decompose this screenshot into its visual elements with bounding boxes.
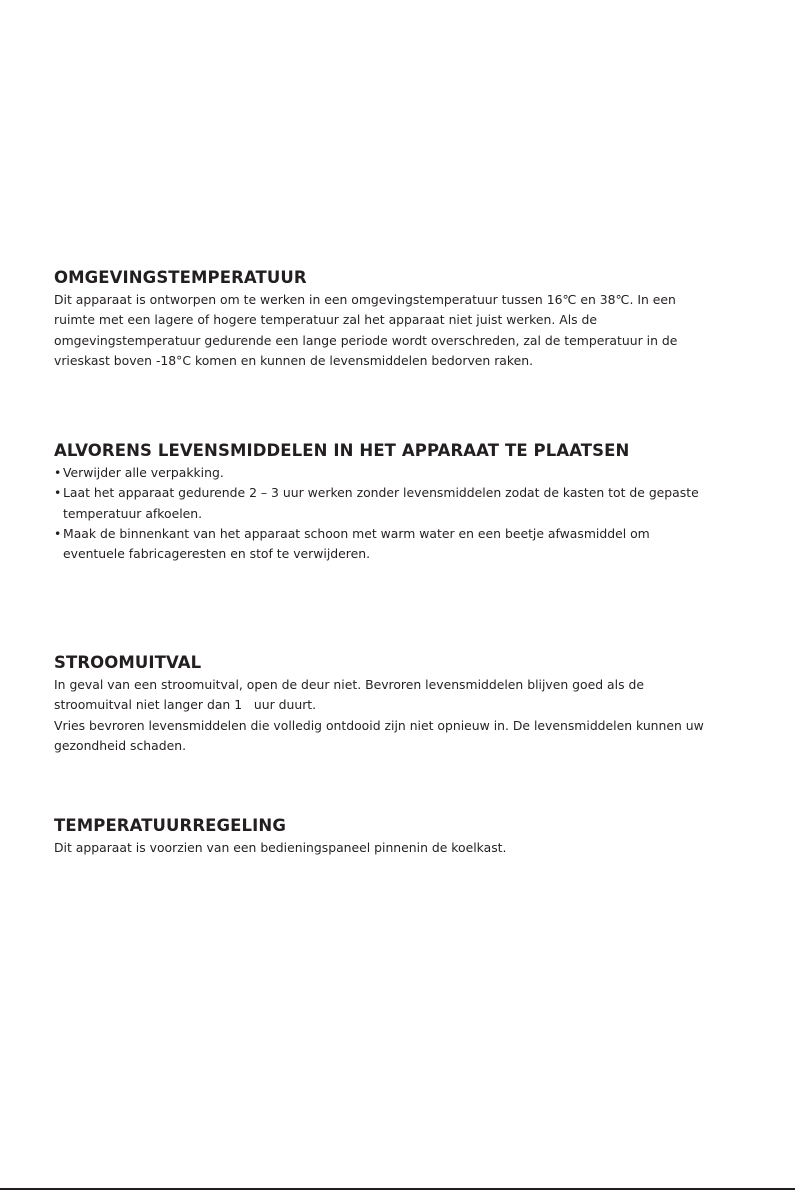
list-item — [54, 463, 744, 483]
bullet-text-line: Laat het apparaat gedurende 2 – 3 uur werken zonder levensmiddelen zodat de kasten tot de gepaste — [63, 485, 699, 501]
ambient-temperature-heading: OMGEVINGSTEMPERATUUR — [54, 268, 307, 287]
ambient-temperature-text — [54, 290, 744, 371]
power-failure-text — [54, 675, 744, 756]
bullet-text-line: Verwijder alle verpakking. — [63, 465, 224, 480]
list-item — [54, 524, 744, 565]
list-item — [54, 483, 744, 524]
power-failure-line-3: Vries bevroren levensmiddelen die volledig ontdooid zijn niet opnieuw in. De levensmiddelen kunnen uw — [54, 717, 704, 733]
page-bottom-divider — [0, 1188, 795, 1190]
before-loading-heading: ALVORENS LEVENSMIDDELEN IN HET APPARAAT TE PLAATSEN — [54, 441, 630, 460]
temperature-control-text — [54, 838, 744, 858]
bullet-icon: • — [54, 485, 62, 501]
bullet-icon: • — [54, 525, 62, 541]
bullet-text-continuation: temperatuur afkoelen. — [63, 505, 203, 521]
bullet-text-line: Maak de binnenkant van het apparaat schoon met warm water en een beetje afwasmiddel om — [63, 525, 650, 541]
ambient-line-2: ruimte met een lagere of hogere temperatuur zal het apparaat niet juist werken. Als de — [54, 312, 598, 328]
power-failure-section — [54, 652, 744, 756]
ambient-line-4: vrieskast boven -18°C komen en kunnen de levensmiddelen bedorven raken. — [54, 352, 534, 368]
temperature-control-line-1: Dit apparaat is voorzien van een bedieningspaneel pinnenin de koelkast. — [54, 840, 507, 855]
temperature-control-heading: TEMPERATUURREGELING — [54, 816, 286, 835]
temperature-control-section — [54, 815, 744, 858]
power-failure-line-1: In geval van een stroomuitval, open de deur niet. Bevroren levensmiddelen blijven goed als de — [54, 677, 644, 692]
power-failure-heading: STROOMUITVAL — [54, 653, 202, 672]
bullet-text-continuation: eventuele fabricageresten en stof te verwijderen. — [63, 546, 371, 562]
bullet-icon: • — [54, 465, 62, 480]
ambient-line-3: omgevingstemperatuur gedurende een lange periode wordt overschreden, zal de temperatuur in de — [54, 332, 678, 348]
ambient-temperature-section — [54, 267, 744, 371]
before-loading-list — [54, 463, 744, 564]
power-failure-line-2: stroomuitval niet langer dan 1 uur duurt. — [54, 697, 317, 713]
power-failure-line-4: gezondheid schaden. — [54, 737, 187, 753]
before-loading-section — [54, 440, 744, 564]
ambient-line-1: Dit apparaat is ontworpen om te werken in een omgevingstemperatuur tussen 16℃ en 38℃. In een — [54, 292, 676, 307]
